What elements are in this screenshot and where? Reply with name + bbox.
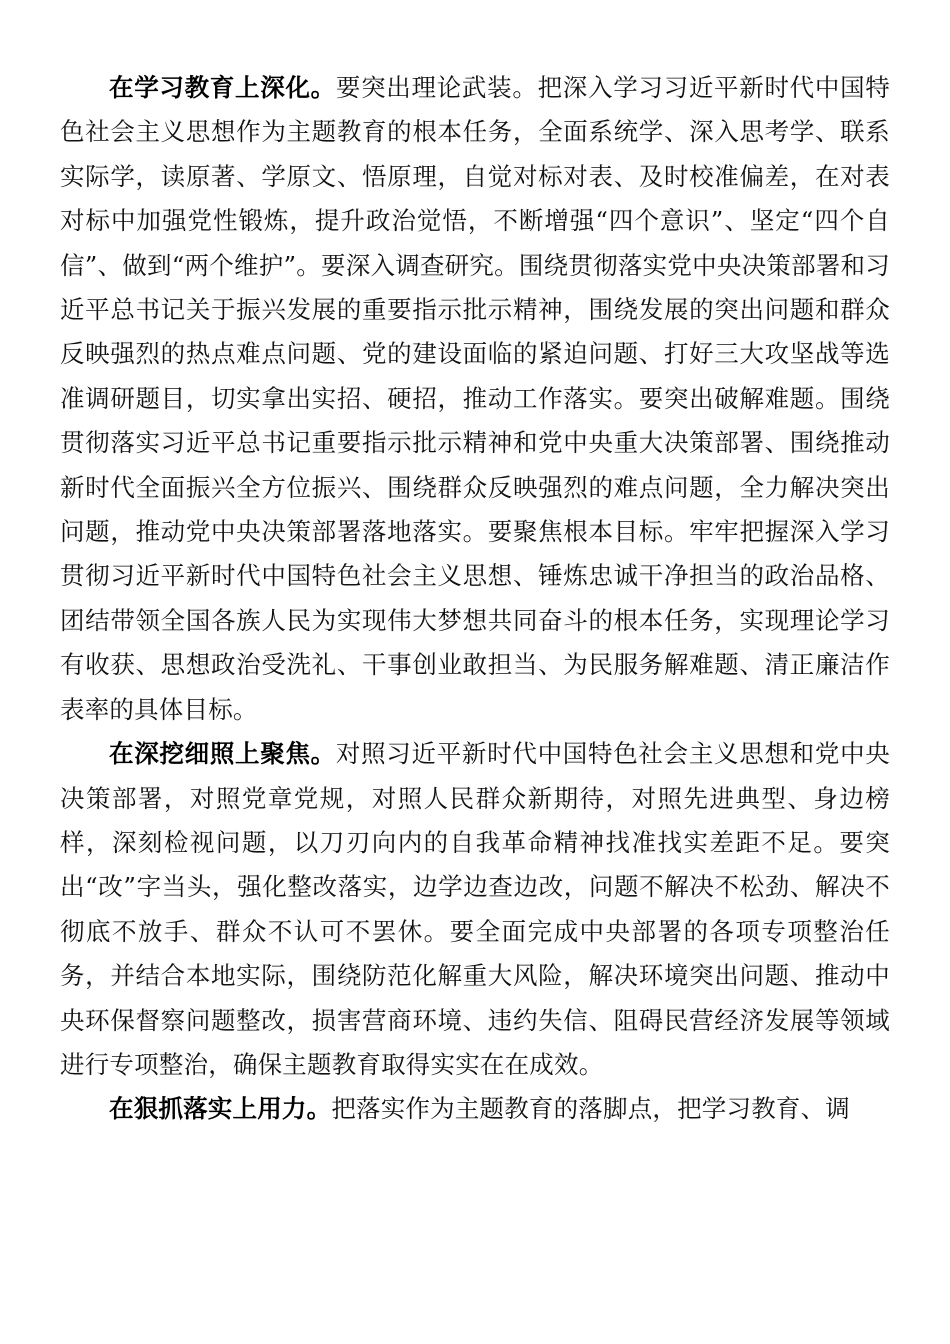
- paragraph-heading: 在学习教育上深化。: [109, 73, 336, 102]
- paragraph-deep-inspection: [60, 732, 890, 1087]
- paragraph-body: 要突出理论武装。把深入学习习近平新时代中国特色社会主义思想作为主题教育的根本任务，全面系统学、深入思考学、联系实际学，读原著、学原文、悟原理，自觉对标对表、及时校准偏差，在对表对标中加强党性锻炼，提升政治觉悟，不断增强“四个意识”、坚定“四个自信”、做到“两个维护”。要深入调查研究。围绕贯彻落实党中央决策部署和习近平总书记关于振兴发展的重要指示批示精神，围绕发展的突出问题和群众反映强烈的热点难点问题、党的建设面临的紧迫问题、打好三大攻坚战等选准调研题目，切实拿出实招、硬招，推动工作落实。要突出破解难题。围绕贯彻落实习近平总书记重要指示批示精神和党中央重大决策部署、围绕推动新时代全面振兴全方位振兴、围绕群众反映强烈的难点问题，全力解决突出问题，推动党中央决策部署落地落实。要聚焦根本目标。牢牢把握深入学习贯彻习近平新时代中国特色社会主义思想、锤炼忠诚干净担当的政治品格、团结带领全国各族人民为实现伟大梦想共同奋斗的根本任务，实现理论学习有收获、思想政治受洗礼、干事创业敢担当、为民服务解难题、清正廉洁作表率的具体目标。: [60, 73, 890, 724]
- paragraph-study-education: [60, 66, 890, 732]
- paragraph-body: 把落实作为主题教育的落脚点，把学习教育、调: [331, 1094, 851, 1124]
- paragraph-heading: 在深挖细照上聚焦。: [109, 739, 336, 769]
- document-body: [60, 66, 890, 1132]
- paragraph-heading: 在狠抓落实上用力。: [109, 1094, 332, 1124]
- paragraph-implementation: [60, 1087, 890, 1131]
- paragraph-body: 对照习近平新时代中国特色社会主义思想和党中央决策部署，对照党章党规，对照人民群众新期待，对照先进典型、身边榜样，深刻检视问题，以刀刃向内的自我革命精神找准找实差距不足。要突出“改”字当头，强化整改落实，边学边查边改，问题不解决不松劲、解决不彻底不放手、群众不认可不罢休。要全面完成中央部署的各项专项整治任务，并结合本地实际，围绕防范化解重大风险，解决环境突出问题、推动中央环保督察问题整改，损害营商环境、违约失信、阻碍民营经济发展等领域进行专项整治，确保主题教育取得实实在在成效。: [60, 739, 890, 1079]
